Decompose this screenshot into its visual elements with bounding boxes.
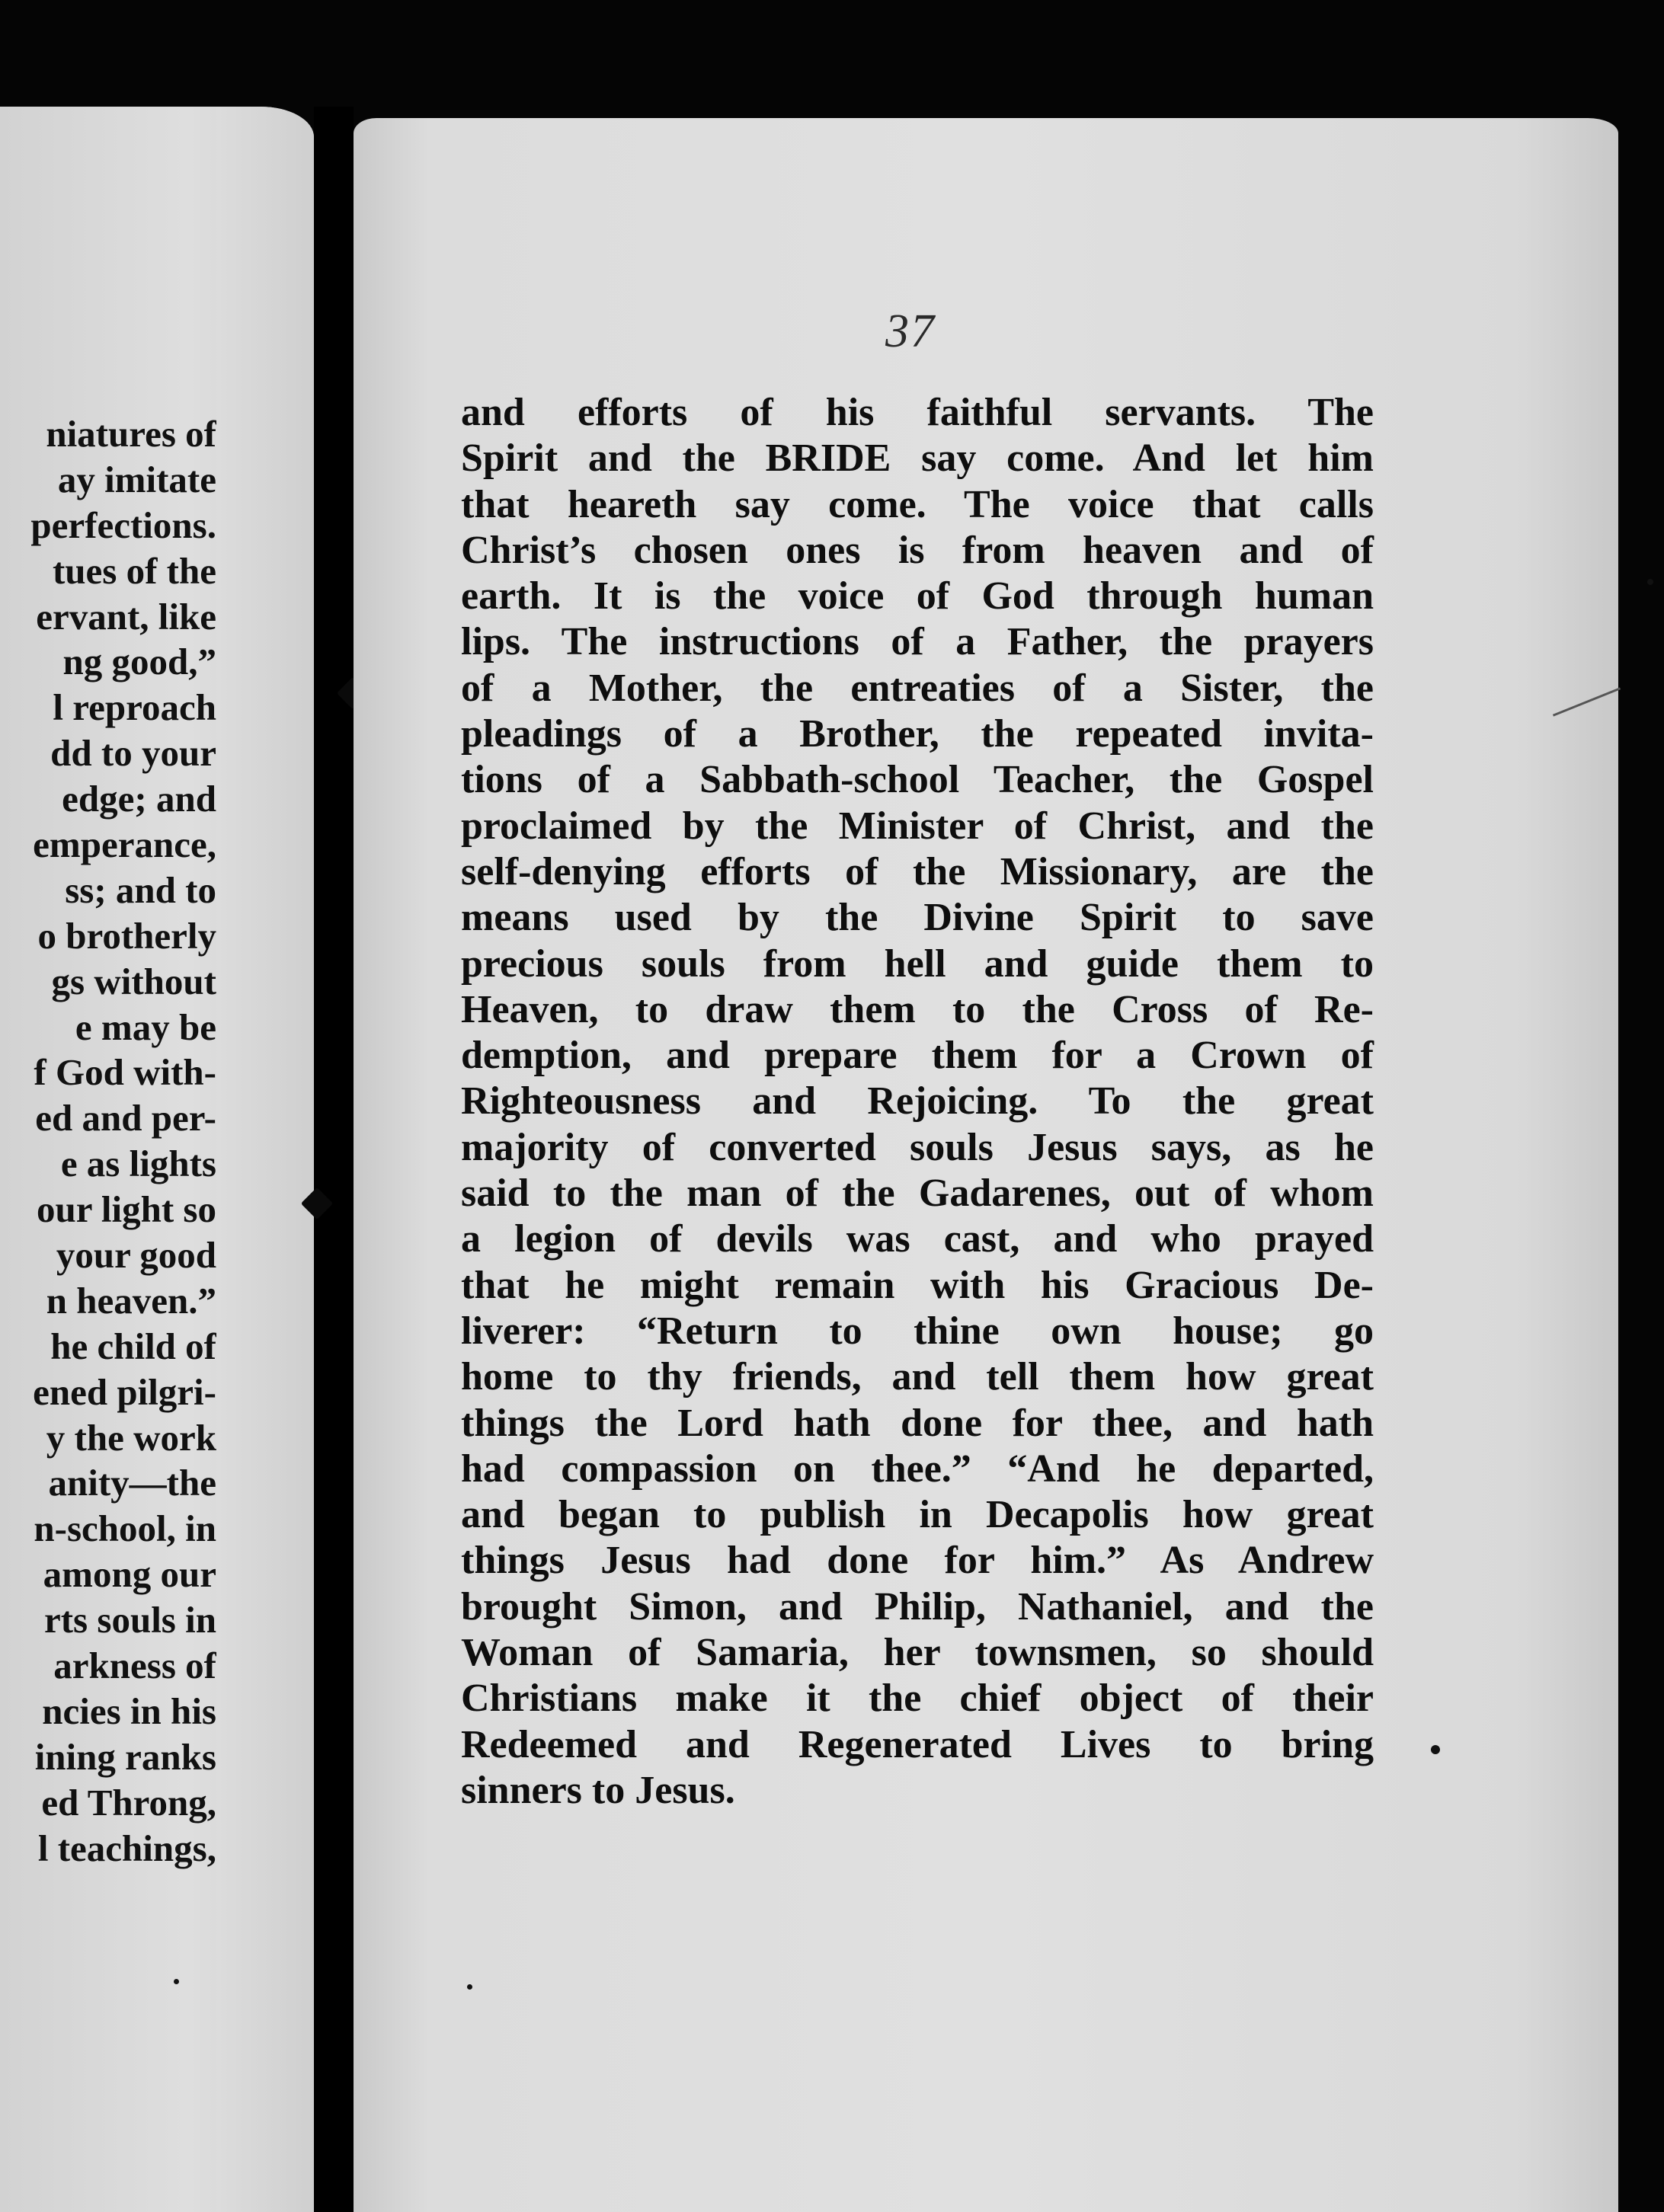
text-line: a legion of devils was cast, and who prayed bbox=[461, 1217, 1374, 1261]
text-line: liverer: “Return to thine own house; go bbox=[461, 1309, 1374, 1353]
left-page-line: ng good,” bbox=[62, 641, 216, 683]
left-page-line: f God with- bbox=[34, 1051, 216, 1094]
left-page-line: ay imitate bbox=[57, 458, 216, 500]
margin-ink-dot bbox=[467, 1984, 472, 1990]
text-line: tions of a Sabbath-school Teacher, the Gospel bbox=[461, 758, 1374, 802]
margin-ink-dot bbox=[1431, 1745, 1440, 1754]
text-line: Heaven, to draw them to the Cross of Re- bbox=[461, 987, 1374, 1031]
left-page-line: ened pilgri- bbox=[33, 1370, 216, 1413]
left-page-line: ss; and to bbox=[65, 868, 216, 911]
page-number: 37 bbox=[885, 305, 936, 357]
left-page-line: niatures of bbox=[46, 413, 216, 455]
left-page-line: gs without bbox=[51, 960, 216, 1002]
text-line: Christians make it the chief object of their bbox=[461, 1677, 1374, 1721]
left-page-line: ncies in his bbox=[42, 1689, 216, 1732]
margin-ink-dot bbox=[1647, 579, 1653, 585]
text-line: Woman of Samaria, her townsmen, so should bbox=[461, 1631, 1374, 1675]
left-page-line: l teachings, bbox=[37, 1827, 216, 1869]
text-line: things Jesus had done for him.” As Andrew bbox=[461, 1539, 1374, 1583]
text-line: brought Simon, and Philip, Nathaniel, and the bbox=[461, 1584, 1374, 1629]
left-page-line: rts souls in bbox=[43, 1599, 216, 1641]
left-page-line: anity—the bbox=[48, 1462, 216, 1504]
left-page-line: tues of the bbox=[52, 549, 216, 592]
text-line: precious souls from hell and guide them to bbox=[461, 941, 1374, 986]
left-page-line: edge; and bbox=[62, 778, 216, 820]
left-page-line: e may be bbox=[75, 1005, 216, 1048]
text-line: home to thy friends, and tell them how great bbox=[461, 1355, 1374, 1399]
left-page-line: arkness of bbox=[53, 1645, 216, 1687]
left-page-line: ed Throng, bbox=[41, 1781, 216, 1824]
left-page-line: he child of bbox=[50, 1325, 216, 1367]
left-page-line: y the work bbox=[46, 1416, 216, 1459]
text-line: things the Lord hath done for thee, and hath bbox=[461, 1401, 1374, 1445]
text-line: and efforts of his faithful servants. The bbox=[461, 391, 1374, 434]
text-line: demption, and prepare them for a Crown of bbox=[461, 1034, 1374, 1078]
left-page-text bbox=[0, 411, 216, 1872]
book-gutter bbox=[314, 107, 354, 2212]
text-line: of a Mother, the entreaties of a Sister, the bbox=[461, 666, 1374, 710]
left-page-line: your good bbox=[56, 1234, 216, 1277]
text-line: that he might remain with his Gracious De- bbox=[461, 1263, 1374, 1307]
left-page-line: ining ranks bbox=[34, 1735, 216, 1778]
text-line: had compassion on thee.” “And he departed, bbox=[461, 1446, 1374, 1491]
left-page-line: e as lights bbox=[60, 1143, 216, 1185]
left-page-line: ed and per- bbox=[35, 1097, 216, 1140]
text-line: majority of converted souls Jesus says, as he bbox=[461, 1125, 1374, 1169]
text-line: earth. It is the voice of God through human bbox=[461, 574, 1374, 619]
text-line: means used by the Divine Spirit to save bbox=[461, 896, 1374, 940]
text-line: pleadings of a Brother, the repeated invita- bbox=[461, 712, 1374, 756]
left-page-line: ervant, like bbox=[36, 595, 216, 638]
left-page-line: o brotherly bbox=[37, 914, 216, 957]
left-page bbox=[0, 107, 314, 2212]
left-page-line: n-school, in bbox=[34, 1507, 216, 1550]
text-line: proclaimed by the Minister of Christ, and the bbox=[461, 804, 1374, 848]
left-page-edge bbox=[216, 107, 314, 2212]
left-page-line: n heaven.” bbox=[46, 1279, 216, 1322]
text-line: Redeemed and Regenerated Lives to bring bbox=[461, 1722, 1374, 1766]
text-line: said to the man of the Gadarenes, out of whom bbox=[461, 1172, 1374, 1216]
text-line: Christ’s chosen ones is from heaven and of bbox=[461, 528, 1374, 572]
margin-ink-dot bbox=[174, 1979, 179, 1984]
left-page-line: perfections. bbox=[30, 503, 216, 546]
text-line: sinners to Jesus. bbox=[461, 1768, 735, 1812]
left-page-line: emperance, bbox=[33, 823, 216, 866]
text-line: Righteousness and Rejoicing. To the great bbox=[461, 1079, 1374, 1124]
left-page-line: among our bbox=[43, 1553, 216, 1596]
text-line: and began to publish in Decapolis how great bbox=[461, 1493, 1374, 1537]
text-line: Spirit and the BRIDE say come. And let him bbox=[461, 436, 1374, 481]
left-page-line: l reproach bbox=[53, 686, 216, 729]
text-line: self-denying efforts of the Missionary, are the bbox=[461, 849, 1374, 893]
page-body-text bbox=[461, 390, 1374, 1814]
left-page-line: our light so bbox=[37, 1188, 216, 1231]
text-line: that heareth say come. The voice that calls bbox=[461, 482, 1374, 526]
left-page-line: dd to your bbox=[50, 732, 216, 775]
text-line: lips. The instructions of a Father, the prayers bbox=[461, 620, 1374, 664]
